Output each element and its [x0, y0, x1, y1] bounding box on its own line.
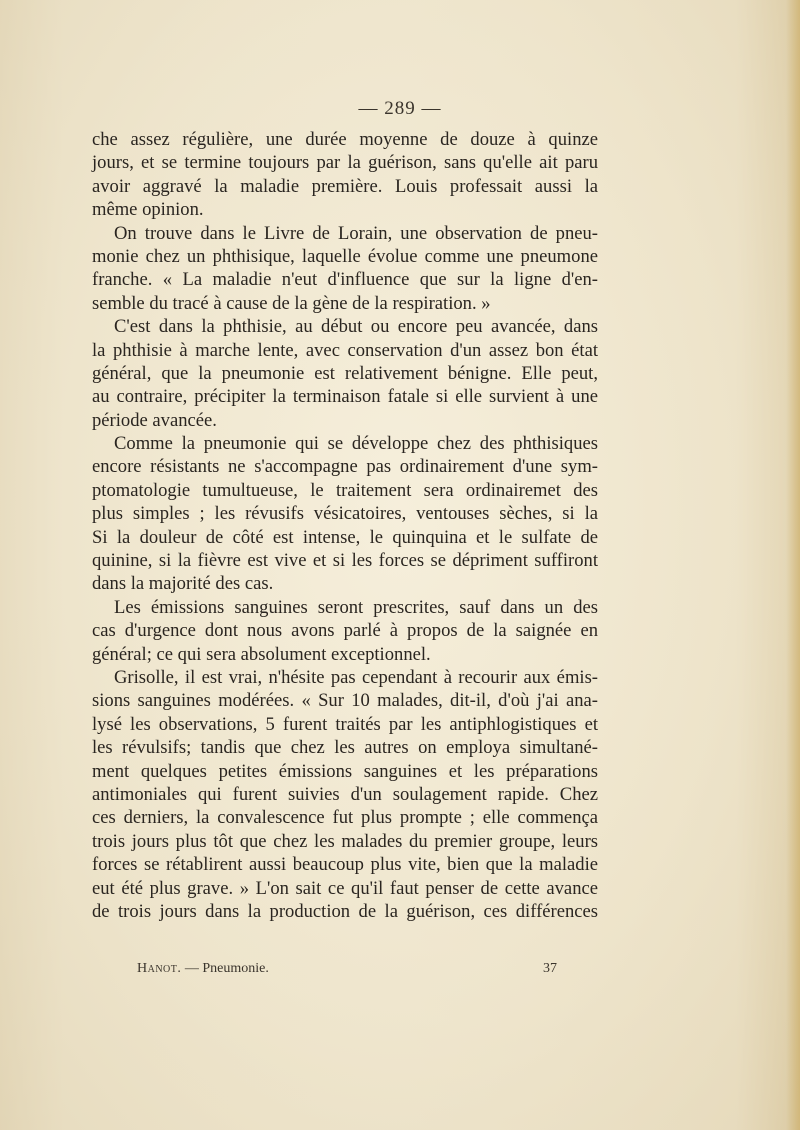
text-line: antimoniales qui furent suivies d'un soulagement rapide. Chez	[92, 783, 598, 805]
footer-author: Hanot.	[137, 961, 182, 976]
text-line: ptomatologie tumultueuse, le traitement sera ordinairemet des	[92, 479, 598, 501]
text-line: lysé les observations, 5 furent traités par les antiphlogistiques et	[92, 713, 598, 735]
text-line: les révulsifs; tandis que chez les autres on employa simultané-	[92, 737, 598, 759]
signature-mark: 37	[543, 961, 557, 976]
text-line: encore résistants ne s'accompagne pas ordinairement d'une sym-	[92, 456, 598, 478]
text-line: dans la majorité des cas.	[92, 573, 274, 595]
page-edge-shading	[786, 0, 800, 1130]
text-line: ment quelques petites émissions sanguines et les préparations	[92, 760, 598, 782]
text-line: sions sanguines modérées. « Sur 10 malades, dit-il, d'où j'ai ana-	[92, 690, 598, 712]
text-line: période avancée.	[92, 409, 217, 431]
text-line: monie chez un phthisique, laquelle évolue comme une pneumone	[92, 245, 598, 267]
text-line: même opinion.	[92, 199, 204, 221]
text-line: au contraire, précipiter la terminaison fatale si elle survient à une	[92, 386, 598, 408]
text-line: la phthisie à marche lente, avec conservation d'un assez bon état	[92, 339, 598, 361]
text-line: cas d'urgence dont nous avons parlé à propos de la saignée en	[92, 620, 598, 642]
footer-title: — Pneumonie.	[184, 961, 269, 976]
text-line: général, que la pneumonie est relativement bénigne. Elle peut,	[92, 362, 598, 384]
text-line: jours, et se termine toujours par la guérison, sans qu'elle ait paru	[92, 152, 598, 174]
page-number: — 289 —	[358, 98, 442, 119]
text-line: quinine, si la fièvre est vive et si les forces se dépriment suffiront	[92, 550, 598, 572]
page-footer	[137, 961, 557, 977]
text-line: Les émissions sanguines seront prescrites, sauf dans un des	[114, 596, 598, 618]
text-line: semble du tracé à cause de la gène de la respiration. »	[92, 292, 491, 314]
text-line: Comme la pneumonie qui se développe chez des phthisiques	[114, 433, 598, 455]
text-line: plus simples ; les révusifs vésicatoires, ventouses sèches, si la	[92, 503, 598, 525]
text-line: eut été plus grave. » L'on sait ce qu'il faut penser de cette avance	[92, 877, 598, 899]
body-text	[92, 128, 598, 923]
text-line: franche. « La maladie n'eut d'influence que sur la ligne d'en-	[92, 269, 598, 291]
text-line: Grisolle, il est vrai, n'hésite pas cependant à recourir aux émis-	[114, 666, 598, 688]
text-line: de trois jours dans la production de la guérison, ces différences	[92, 900, 598, 922]
text-line: avoir aggravé la maladie première. Louis professait aussi la	[92, 175, 598, 197]
text-line: forces se rétablirent aussi beaucoup plus vite, bien que la maladie	[92, 854, 598, 876]
text-line: trois jours plus tôt que chez les malades du premier groupe, leurs	[92, 830, 598, 852]
text-line: C'est dans la phthisie, au début ou encore peu avancée, dans	[114, 316, 598, 338]
text-line: ces derniers, la convalescence fut plus prompte ; elle commença	[92, 807, 598, 829]
text-line: On trouve dans le Livre de Lorain, une observation de pneu-	[114, 222, 598, 244]
text-line: général; ce qui sera absolument exceptionnel.	[92, 643, 431, 665]
text-line: che assez régulière, une durée moyenne de douze à quinze	[92, 129, 598, 150]
text-line: Si la douleur de côté est intense, le quinquina et le sulfate de	[92, 526, 598, 548]
